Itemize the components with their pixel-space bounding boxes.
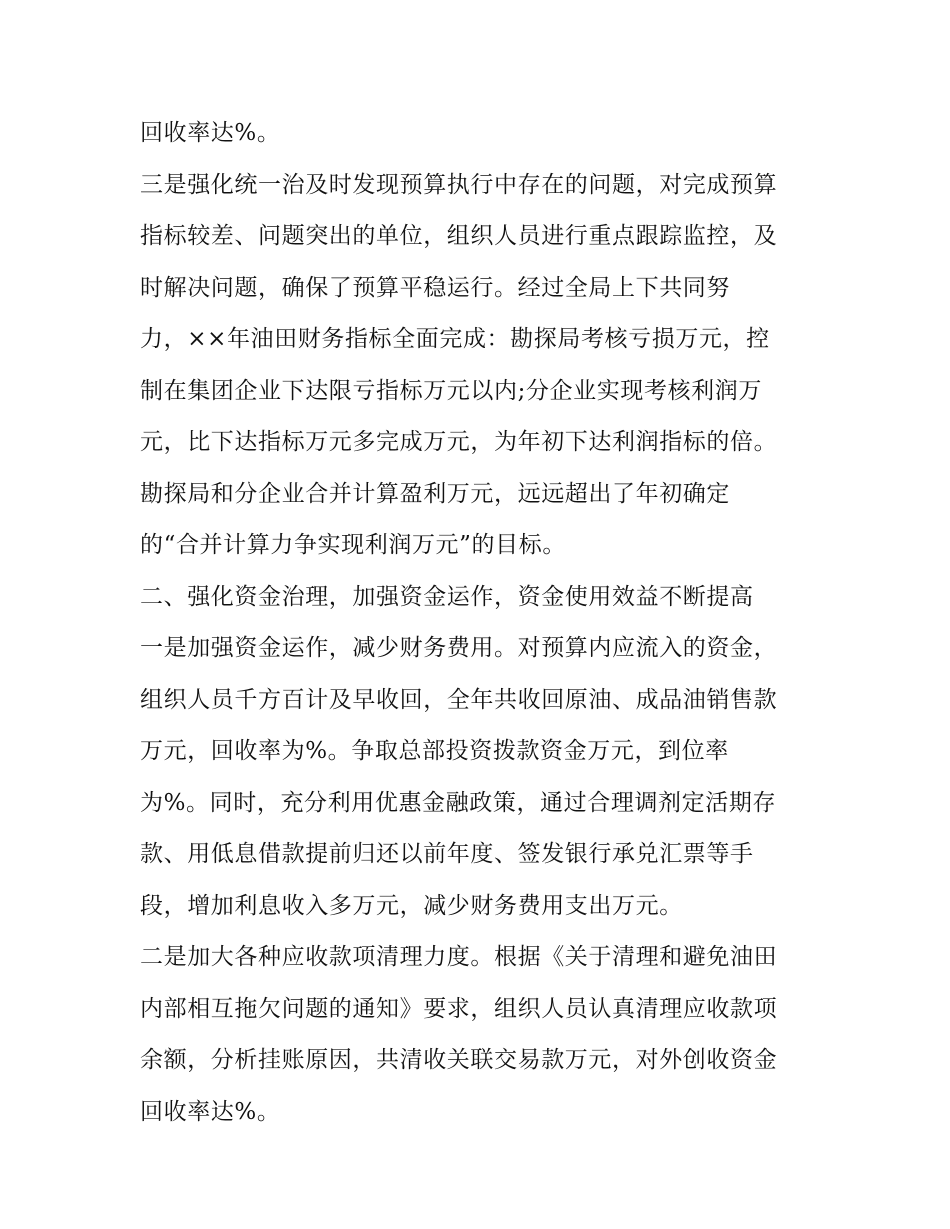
text-line: 回收率达%。: [140, 1098, 281, 1125]
text-line: 内部相互拖欠问题的通知》要求，组织人员认真清理应收款项: [140, 995, 778, 1022]
text-line: 款、用低息借款提前归还以前年度、签发银行承兑汇票等手: [140, 841, 754, 867]
text-line: 时解决问题，确保了预算平稳运行。经过全局上下共同努: [140, 274, 730, 301]
text-line: 段，增加利息收入多万元，减少财务费用支出万元。: [140, 892, 683, 919]
text-line: 勘探局和分企业合并计算盈利万元，远远超出了年初确定: [140, 480, 730, 507]
text-line: 元，比下达指标万元多完成万元，为年初下达利润指标的倍。: [140, 429, 778, 455]
text-line: 为%。同时，充分利用优惠金融政策，通过合理调剂定活期存: [140, 789, 777, 816]
text-line: 三是强化统一治及时发现预算执行中存在的问题，对完成预算: [140, 171, 778, 198]
text-line: 万元，回收率为%。争取总部投资拨款资金万元，到位率: [140, 738, 729, 764]
text-line: 余额，分析挂账原因，共清收关联交易款万元，对外创收资金: [140, 1047, 778, 1073]
text-line: 指标较差、问题突出的单位，组织人员进行重点跟踪监控，及: [140, 223, 778, 249]
text-line: 力，××年油田财务指标全面完成：勘探局考核亏损万元，控: [140, 326, 770, 352]
text-line: 一是加强资金运作，减少财务费用。对预算内应流入的资金，: [140, 635, 778, 661]
text-line: 回收率达%。: [140, 120, 281, 146]
text-line: 制在集团企业下达限亏指标万元以内;分企业实现考核利润万: [140, 377, 762, 404]
text-line: 的“合并计算力争实现利润万元”的目标。: [140, 532, 566, 558]
section-heading: 二、强化资金治理，加强资金运作，资金使用效益不断提高: [140, 583, 754, 610]
body-text: [140, 108, 820, 1138]
text-line: 组织人员千方百计及早收回，全年共收回原油、成品油销售款: [140, 686, 778, 713]
text-line: 二是加大各种应收款项清理力度。根据《关于清理和避免油田: [140, 944, 778, 970]
